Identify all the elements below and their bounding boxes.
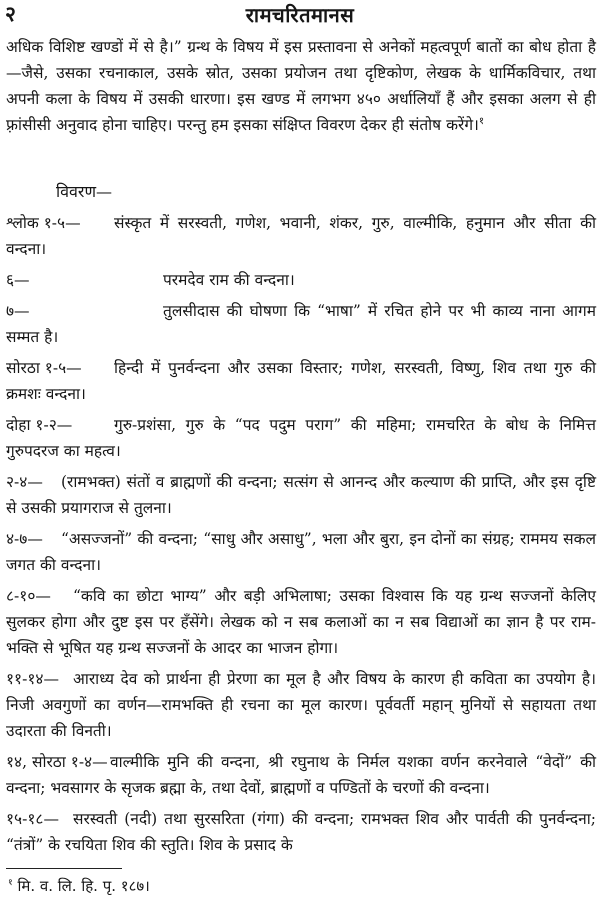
entry-text: (रामभक्त) संतों व ब्राह्मणों की वन्दना; सत्संग से आनन्द और कल्याण की प्राप्ति, और इस दृष्टि से उसकी प्रयागराज से तुलना। [6, 473, 596, 517]
summary-entry [6, 267, 596, 293]
entry-text: हिन्दी में पुनर्वन्दना और उसका विस्तार; गणेश, सरस्वती, विष्णु, शिव तथा गुरु की क्रमशः वन्दना। [6, 359, 596, 403]
entry-label: दोहा १-२— [6, 416, 73, 434]
entry-text: सरस्वती (नदी) तथा सुरसरिता (गंगा) की वन्दना; रामभक्त शिव और पार्वती की पुनर्वन्दना; “तंत्रों” के रचयिता शिव की स्तुति। शिव के प्रसाद के [6, 810, 596, 854]
footnote-mark: १ [8, 878, 13, 888]
summary-entry [6, 469, 596, 521]
entry-text: संस्कृत में सरस्वती, गणेश, भवानी, शंकर, गुरु, वाल्मीकि, हनुमान और सीता की वन्दना। [6, 214, 596, 258]
entry-text: तुलसीदास की घोषणा कि “भाषा” में रचित होने पर भी काव्य नाना आगम सम्मत है। [6, 302, 596, 346]
entry-label: श्लोक १-५— [6, 214, 81, 232]
summary-entry [6, 210, 596, 262]
entry-text: आराध्य देव को प्रार्थना ही प्रेरणा का मूल है और विषय के कारण ही कविता का उपयोग है। निजी अवगुणों का वर्णन—रामभक्ति ही रचना का मूल कारण। पूर्ववर्ती महान् मुनियों से सहायता तथा उदारता की विनती। [6, 670, 596, 740]
page-header [0, 0, 600, 30]
summary-entry [6, 526, 596, 578]
entry-text: “कवि का छोटा भाग्य” और बड़ी अभिलाषा; उसका विश्वास कि यह ग्रन्थ सज्जनों केलिए सुलकर होगा और दुष्ट इस पर हँसेंगे। लेखक को न सब कलाओं का न सब विद्याओं का ज्ञान है पर राम-भक्ति से भूषित यह ग्रन्थ सज्जनों के आदर का भाजन होगा। [6, 587, 596, 657]
summary-entry [6, 298, 596, 350]
summary-entry [6, 806, 596, 858]
intro-paragraph [6, 34, 596, 138]
summary-entry [6, 583, 596, 661]
entry-label: १४, सोरठा १-४— [6, 753, 108, 771]
entry-label: १५-१८— [6, 810, 59, 828]
summary-entry [6, 355, 596, 407]
entry-text: “असज्जनों” की वन्दना; “साधु और असाधु”, भला और बुरा, इन दोनों का संग्रह; राममय सकल जगत की वन्दना। [6, 530, 596, 574]
entry-label: ४-७— [6, 530, 43, 548]
entry-text: परमदेव राम की वन्दना। [163, 271, 295, 289]
entry-text: गुरु-प्रशंसा, गुरु के “पद पदुम पराग” की महिमा; रामचरित के बोध के निमित्त गुरुपदरज का महत्व। [6, 416, 596, 460]
entry-label: ६— [6, 271, 30, 289]
entry-label: ११-१४— [6, 670, 59, 688]
summary-entry [6, 412, 596, 464]
footnote-reference: १ [478, 115, 485, 127]
summary-subheading: विवरण— [56, 182, 113, 201]
summary-entry [6, 666, 596, 744]
footnote [8, 876, 150, 896]
footnote-text: मि. व. लि. हि. पृ. १८७। [17, 877, 150, 895]
entry-label: २-४— [6, 473, 43, 491]
page-title: रामचरितमानस [245, 3, 355, 27]
entry-text: वाल्मीकि मुनि की वन्दना, श्री रघुनाथ के निर्मल यशका वर्णन करनेवाले “वेदों” की वन्दना; भवसागर के सृजक ब्रह्मा के, तथा देवों, ब्राह्मणों व पण्डितों के चरणों की वन्दना। [6, 753, 596, 797]
summary-entries [6, 210, 596, 863]
entry-label: सोरठा १-५— [6, 359, 82, 377]
page-number: २ [5, 1, 16, 26]
entry-label: ८-१०— [6, 587, 51, 605]
footnote-divider [6, 868, 122, 869]
intro-text: अधिक विशिष्ट खण्डों में से है।” ग्रन्थ के विषय में इस प्रस्तावना से अनेकों महत्वपूर्ण बातों का बोध होता है—जैसे, उसका रचनाकाल, उसके स्रोत, उसका प्रयोजन तथा दृष्टिकोण, लेखक के धार्मिकविचार, तथा अपनी कला के विषय में उसकी धारणा। इस खण्ड में लगभग ४५० अर्धालियाँ हैं और इसका अलग से ही फ़्रांसीसी अनुवाद होना चाहिए। परन्तु हम इसका संक्षिप्त विवरण देकर ही संतोष करेंगे। [6, 38, 596, 134]
entry-label: ७— [6, 302, 30, 320]
summary-entry [6, 749, 596, 801]
